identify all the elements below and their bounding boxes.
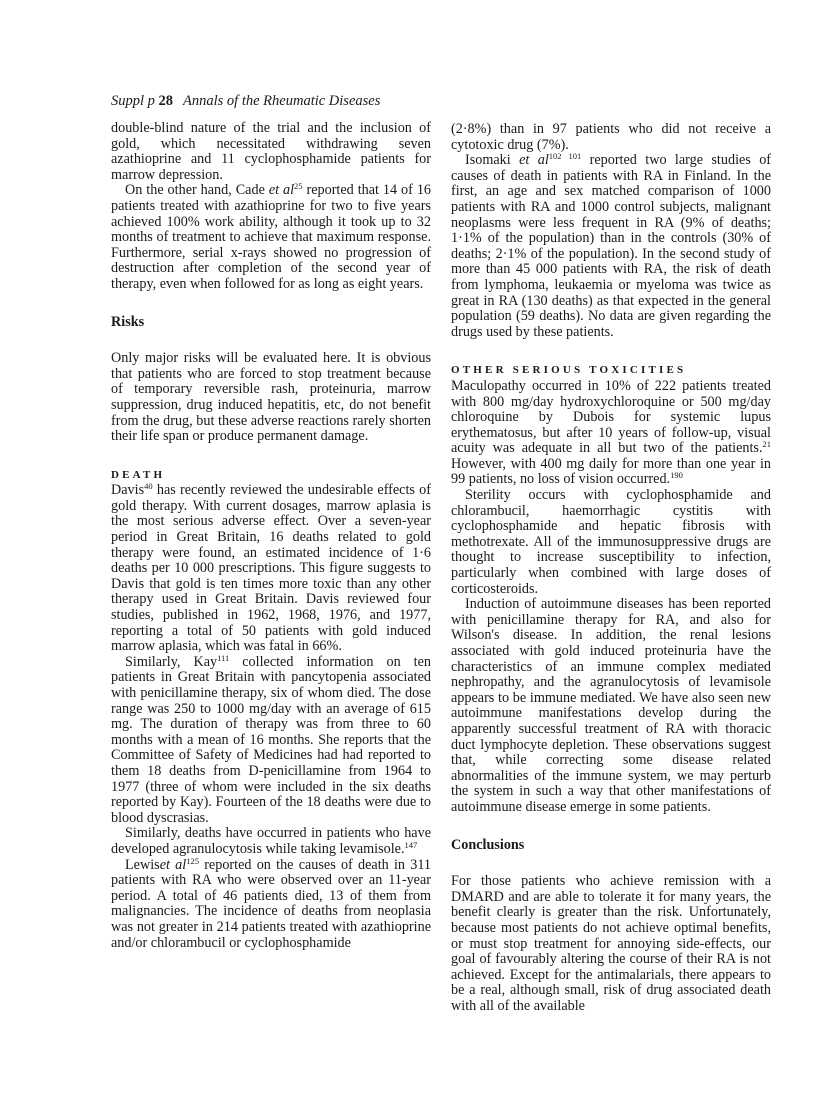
right-column <box>451 122 771 1014</box>
supplement-label: Suppl p <box>111 93 155 109</box>
paragraph: Lewiset $al^{125}$ reported on the causes of death in 311 patients with RA who were observed over an 11-year period. A total of 46 patients died, 13 of them from malignancies. The incidence of deaths from neoplasia was not greater in 214 patients treated with azathioprine and/or chlorambucil or cyclophosphamide <box>111 855 432 951</box>
citation: 25 <box>294 181 303 192</box>
paragraph: Only major risks will be evaluated here. It is obvious that patients who are forced to stop treatment because of temporary reversible rash, proteinuria, marrow suppression, drug induced hepatitis, etc, do not benefit from the drug, but these adverse reactions rarely shorten their life span or produce permanent damage. <box>111 350 431 445</box>
journal-title: Annals of the Rheumatic Diseases <box>183 93 381 109</box>
paragraph: Induction of autoimmune diseases has been reported with penicillamine therapy for RA, and also for Wilson's disease. In addition, the renal lesions associated with gold induced proteinuria have the characteristics of an immune complex mediated nephropathy, and the agranulocytosis of levamisole appears to be immune mediated. We have also seen new autoimmune manifestations develop during the apparently successful treatment of RA with thoracic duct lymphocyte depletion. These observations suggest that, while correcting some disease related abnormalities of the immune system, we may perturb the system in such a way that other manifestations of autoimmune disease emerge in some patients. <box>451 596 771 815</box>
running-head <box>111 93 380 110</box>
paragraph: Similarly, deaths have occurred in patients who have developed agranulocytosis while taking levamisole.$^{147}$ <box>111 825 431 857</box>
paragraph: Davis$^{40}$ has recently reviewed the undesirable effects of gold therapy. With current dosages, marrow aplasia is the most serious adverse effect. Over a seven-year period in Great Britain, 16 deaths related to gold therapy were found, an estimated incidence of 1·6 deaths per 10 000 prescriptions. This figure suggests to Davis that gold is ten times more toxic than any other therapy used in Great Britain. Davis reviewed four studies, published in 1962, 1968, 1976, and 1977, reporting a total of 50 patients with gold induced marrow aplasia, which was fatal in 66%. <box>111 481 432 655</box>
subheading-death: DEATH <box>111 468 166 481</box>
paragraph: Isomaki et $al^{102 101}$ reported two large studies of causes of death in patients with RA in Finland. In the first, an age and sex matched comparison of 1000 patients with RA and 1000 control subjects, malignant neoplasms were less frequent in RA (9% of deaths; 1·1% of the population) than in the controls (30% of deaths; 2·1% of the population). In the second study of more than 45 000 patients with RA, the risk of death from lymphoma, leukaemia or myeloma was twice as great in RA (130 deaths) as that expected in the general population (59 deaths). No data are given regarding the drugs used by these patients. <box>451 151 772 340</box>
citation: 147 <box>404 839 418 850</box>
section-heading-risks: Risks <box>111 313 145 330</box>
paragraph: On the other hand, Cade et $al^{25}$ reported that 14 of 16 patients treated with azathioprine for two to five years achieved 100% work ability, although it took up to 32 months of treatment to achieve that maximum response. Furthermore, serial x-rays showed no progression of destruction after completion of the second year of therapy, even when followed for as long as eight years. <box>111 181 432 292</box>
citation: 21 <box>762 439 771 450</box>
left-column <box>111 121 431 951</box>
section-heading-conclusions: Conclusions <box>451 836 525 853</box>
citation: 111 <box>217 652 230 663</box>
paragraph: For those patients who achieve remission with a DMARD and are able to tolerate it for many years, the benefit clearly is greater than the risk. Unfortunately, because most patients do not achieve optimal benefits, or must stop treatment for annoying side-effects, our goal of favourably altering the course of their RA is not achieved. Except for the antimalarials, there appears to be a real, although small, risk of drug associated death with all of the available <box>451 873 771 1014</box>
paragraph: Maculopathy occurred in 10% of 222 patients treated with 800 mg/day hydroxychloroquine or 500 mg/day chloroquine by Dubois for systemic lupus erythematosus, but after 10 years of follow-up, visual acuity was adequate in all but two of the patients.$^{21}$ However, with 400 mg daily for more than one year in 99 patients, no loss of vision occurred.$^{190}$ <box>451 377 771 488</box>
subheading-other-serious-toxicities: OTHER SERIOUS TOXICITIES <box>451 364 687 377</box>
citation: 190 <box>670 470 683 481</box>
citation: 40 <box>144 481 153 492</box>
paragraph: Sterility occurs with cyclophosphamide and chlorambucil, haemorrhagic cystitis with cyclophosphamide and hepatic fibrosis with methotrexate. All of the immunosuppressive drugs are thought to increase susceptibility to infection, particularly when combined with large doses of corticosteroids. <box>451 487 771 597</box>
page-number: 28 <box>158 93 174 109</box>
paragraph: double-blind nature of the trial and the inclusion of gold, which necessitated withdrawing seven azathioprine and 11 cyclophosphamide patients for marrow depression. <box>111 120 431 183</box>
paragraph: (2·8%) than in 97 patients who did not receive a cytotoxic drug (7%). <box>451 121 771 153</box>
citation: 102 101 <box>548 151 582 162</box>
citation: 125 <box>186 855 199 866</box>
paragraph: Similarly, Kay$^{111}$ collected information on ten patients in Great Britain with pancytopenia associated with penicillamine therapy, six of whom died. The dose range was 250 to 1000 mg/day with an average of 615 mg. The duration of therapy was from three to 60 months with a mean of 16 months. She reports that the Committee of Safety of Medicines had had reported to them 18 deaths from D-penicillamine from 1964 to 1977 (three of whom were included in the six deaths reported by Kay). Fourteen of the 18 deaths were due to blood dyscrasias. <box>111 652 432 826</box>
